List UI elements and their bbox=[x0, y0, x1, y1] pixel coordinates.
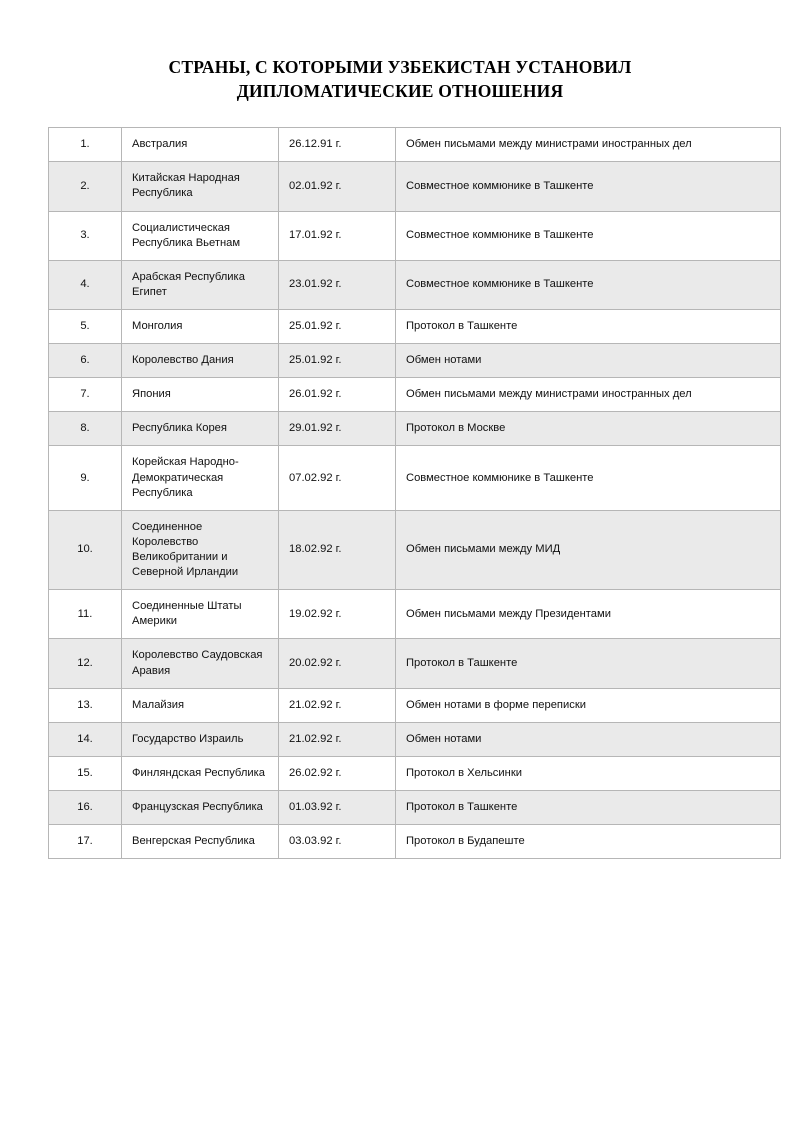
row-method: Протокол в Ташкенте bbox=[396, 310, 781, 344]
row-date: 25.01.92 г. bbox=[279, 344, 396, 378]
row-country: Французская Республика bbox=[122, 790, 279, 824]
row-date: 20.02.92 г. bbox=[279, 639, 396, 688]
row-method: Обмен письмами между министрами иностранных дел bbox=[396, 378, 781, 412]
table-row bbox=[49, 260, 781, 309]
row-country: Арабская Республика Египет bbox=[122, 260, 279, 309]
table-row bbox=[49, 756, 781, 790]
row-method: Обмен нотами bbox=[396, 722, 781, 756]
row-country: Япония bbox=[122, 378, 279, 412]
row-date: 25.01.92 г. bbox=[279, 310, 396, 344]
row-number: 5. bbox=[49, 310, 122, 344]
page-title-line-1: СТРАНЫ, С КОТОРЫМИ УЗБЕКИСТАН УСТАНОВИЛ bbox=[168, 57, 632, 77]
table-row bbox=[49, 344, 781, 378]
row-country: Государство Израиль bbox=[122, 722, 279, 756]
row-date: 02.01.92 г. bbox=[279, 162, 396, 211]
table-row bbox=[49, 639, 781, 688]
row-method: Совместное коммюнике в Ташкенте bbox=[396, 260, 781, 309]
table-row bbox=[49, 378, 781, 412]
row-number: 14. bbox=[49, 722, 122, 756]
table-container bbox=[0, 103, 800, 859]
row-country: Китайская Народная Республика bbox=[122, 162, 279, 211]
row-number: 12. bbox=[49, 639, 122, 688]
row-date: 26.02.92 г. bbox=[279, 756, 396, 790]
row-country: Республика Корея bbox=[122, 412, 279, 446]
table-row bbox=[49, 128, 781, 162]
row-method: Протокол в Ташкенте bbox=[396, 639, 781, 688]
row-method: Совместное коммюнике в Ташкенте bbox=[396, 446, 781, 510]
row-date: 26.01.92 г. bbox=[279, 378, 396, 412]
row-country: Австралия bbox=[122, 128, 279, 162]
row-method: Совместное коммюнике в Ташкенте bbox=[396, 211, 781, 260]
table-row bbox=[49, 162, 781, 211]
row-method: Протокол в Москве bbox=[396, 412, 781, 446]
page-title-line-2: ДИПЛОМАТИЧЕСКИЕ ОТНОШЕНИЯ bbox=[236, 80, 564, 101]
row-number: 3. bbox=[49, 211, 122, 260]
row-number: 15. bbox=[49, 756, 122, 790]
row-method: Протокол в Ташкенте bbox=[396, 790, 781, 824]
diplomatic-relations-table bbox=[48, 127, 781, 859]
row-date: 21.02.92 г. bbox=[279, 688, 396, 722]
row-date: 18.02.92 г. bbox=[279, 510, 396, 589]
table-row bbox=[49, 446, 781, 510]
row-country: Монголия bbox=[122, 310, 279, 344]
row-number: 7. bbox=[49, 378, 122, 412]
row-method: Обмен нотами в форме переписки bbox=[396, 688, 781, 722]
table-row bbox=[49, 211, 781, 260]
row-country: Королевство Дания bbox=[122, 344, 279, 378]
row-number: 13. bbox=[49, 688, 122, 722]
row-number: 1. bbox=[49, 128, 122, 162]
table-body bbox=[49, 128, 781, 859]
row-country: Малайзия bbox=[122, 688, 279, 722]
row-country: Венгерская Республика bbox=[122, 825, 279, 859]
row-method: Обмен письмами между министрами иностранных дел bbox=[396, 128, 781, 162]
row-method: Протокол в Хельсинки bbox=[396, 756, 781, 790]
row-date: 03.03.92 г. bbox=[279, 825, 396, 859]
row-date: 21.02.92 г. bbox=[279, 722, 396, 756]
row-number: 17. bbox=[49, 825, 122, 859]
page-title bbox=[0, 0, 800, 103]
row-method: Обмен нотами bbox=[396, 344, 781, 378]
row-country: Социалистическая Республика Вьетнам bbox=[122, 211, 279, 260]
row-date: 29.01.92 г. bbox=[279, 412, 396, 446]
table-row bbox=[49, 688, 781, 722]
row-number: 10. bbox=[49, 510, 122, 589]
table-row bbox=[49, 825, 781, 859]
row-number: 11. bbox=[49, 590, 122, 639]
row-country: Соединенные Штаты Америки bbox=[122, 590, 279, 639]
row-date: 07.02.92 г. bbox=[279, 446, 396, 510]
row-date: 19.02.92 г. bbox=[279, 590, 396, 639]
row-method: Обмен письмами между Президентами bbox=[396, 590, 781, 639]
table-row bbox=[49, 412, 781, 446]
table-row bbox=[49, 510, 781, 589]
row-country: Соединенное Королевство Великобритании и Северной Ирландии bbox=[122, 510, 279, 589]
row-country: Финляндская Республика bbox=[122, 756, 279, 790]
row-date: 26.12.91 г. bbox=[279, 128, 396, 162]
row-date: 23.01.92 г. bbox=[279, 260, 396, 309]
row-date: 17.01.92 г. bbox=[279, 211, 396, 260]
row-number: 9. bbox=[49, 446, 122, 510]
row-method: Протокол в Будапеште bbox=[396, 825, 781, 859]
row-number: 2. bbox=[49, 162, 122, 211]
row-number: 6. bbox=[49, 344, 122, 378]
row-number: 16. bbox=[49, 790, 122, 824]
row-number: 4. bbox=[49, 260, 122, 309]
row-country: Корейская Народно-Демократическая Республика bbox=[122, 446, 279, 510]
row-method: Обмен письмами между МИД bbox=[396, 510, 781, 589]
table-row bbox=[49, 310, 781, 344]
row-date: 01.03.92 г. bbox=[279, 790, 396, 824]
row-country: Королевство Саудовская Аравия bbox=[122, 639, 279, 688]
row-method: Совместное коммюнике в Ташкенте bbox=[396, 162, 781, 211]
table-row bbox=[49, 790, 781, 824]
table-row bbox=[49, 722, 781, 756]
row-number: 8. bbox=[49, 412, 122, 446]
table-row bbox=[49, 590, 781, 639]
